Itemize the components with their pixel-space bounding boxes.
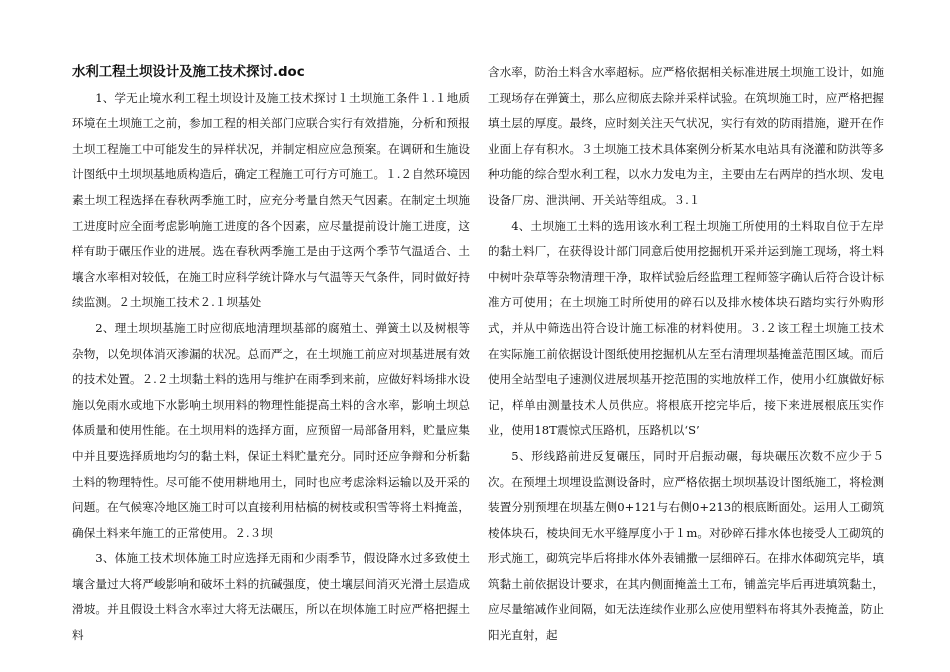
left-column [72, 60, 470, 649]
right-column [488, 60, 884, 649]
paragraph-3-continuation: 含水率，防治土料含水率超标。应严格依据相关标准进展土坝施工设计，如施工现场存在弹簧土，那么应彻底去除并采样试验。在筑坝施工时，应严格把握填土层的厚度。最终，应时刻关注天气状况，实行有效的防雨措施，避开在作业面上存有积水。３土坝施工技术具体案例分析某水电站具有浇灌和防洪等多种功能的综合型水利工程，以水力发电为主，主要由左右两岸的挡水坝、发电设备厂房、泄洪闸、开关站等组成。３.１ [488, 65, 884, 207]
paragraph-4: 4、土坝施工土料的选用该水利工程土坝施工所使用的土料取自位于左岸的黏土料厂，在获得设计部门同意后使用挖掘机开采并运到施工现场，将土料中树叶杂草等杂物清理干净，取样试验后经监理工程师签字确认后符合设计标准方可使用；在土坝施工时所使用的碎石以及排水棱体块石踏均实行外购形式，并从中筛选出符合设计施工标准的材料使用。３.２该工程土坝施工技术在实际施工前依据设计图纸使用挖掘机从左至右清理坝基掩盖范围区域。而后使用全站型电子速测仪进展坝基开挖范围的实地放样工作，使用小红旗做好标记，样单由测量技术人员供应。将根底开挖完毕后，接下来进展根底压实作业，使用18T震惊式压路机，压路机以‘S’ [488, 218, 884, 438]
document-title: 水利工程土坝设计及施工技术探讨.doc [72, 65, 305, 80]
paragraph-2: 2、理土坝坝基施工时应彻底地清理坝基部的腐殖土、弹簧土以及树根等杂物，以免坝体消灭渗漏的状况。总而严之，在土坝施工前应对坝基进展有效的技术处置。２.２土坝黏土料的选用与维护在雨季到来前，应做好料场排水设施以免雨水或地下水影响土坝用料的物理性能提高土料的含水率，影响土坝总体质量和使用性能。在土坝用料的选择方面，应预留一局部备用料，贮量应集中并且要选择质地均匀的黏土料，保证土料贮量充分。同时还应争辩和分析黏土料的物理特性。尽可能不使用耕地用土，同时也应考虑涂料运输以及开采的问题。在气候寒冷地区施工时可以直接利用枯槁的树枝或积雪等将土料掩盖，确保土料来年施工的正常使用。２.３坝 [72, 320, 470, 540]
paragraph-1: 1、学无止境水利工程土坝设计及施工技术探讨１土坝施工条件１.１地质环境在土坝施工之前，参加工程的相关部门应联合实行有效措施，分析和预报土坝工程施工中可能发生的异样状况，并制定相应应急预案。在调研和生施设计图纸中土坝坝基地质构造后，确定工程施工可行方可施工。１.２自然环境因素土坝工程选择在春秋两季施工时，应充分考量自然天气因素。在制定土坝施工进度时应全面考虑影响施工进度的各个因素，应尽量提前设计施工进度，这样有助于碾压作业的进展。选在春秋两季施工是由于这两个季节气温适合、土壤含水率相对较低，在施工时应科学统计降水与气温等天气条件，同时做好持续监测。２土坝施工技术２.１坝基处 [72, 90, 470, 310]
paragraph-5: 5、形线路前进反复碾压，同时开启振动碾，每块碾压次数不应少于５次。在预埋土坝埋设监测设备时，应严格依据土坝坝基设计图纸施工，将检测装置分别预埋在坝基左侧0+121与右侧0+213的根底断面处。运用人工砌筑棱体块石，棱块间无水平缝厚度小于１m。对砂碎石排水体也接受人工砌筑的形式施工，砌筑完毕后将排水体外表铺撒一层细碎石。在排水体砌筑完毕，填筑黏土前依据设计要求，在其内侧面掩盖土工布，铺盖完毕后再进填筑黏土，应尽量缩减作业间隔，如无法连续作业那么应使用塑料布将其外表掩盖，防止阳光直射，起 [488, 448, 884, 643]
paragraph-3: 3、体施工技术坝体施工时应选择无雨和少雨季节，假设降水过多致使土壤含量过大将严峻影响和破坏土料的抗碱强度，使土壤层间消灭光滑土层造成滑坡。并且假设土料含水率过大将无法碾压，所以在坝体施工时应严格把握土料 [72, 551, 470, 643]
